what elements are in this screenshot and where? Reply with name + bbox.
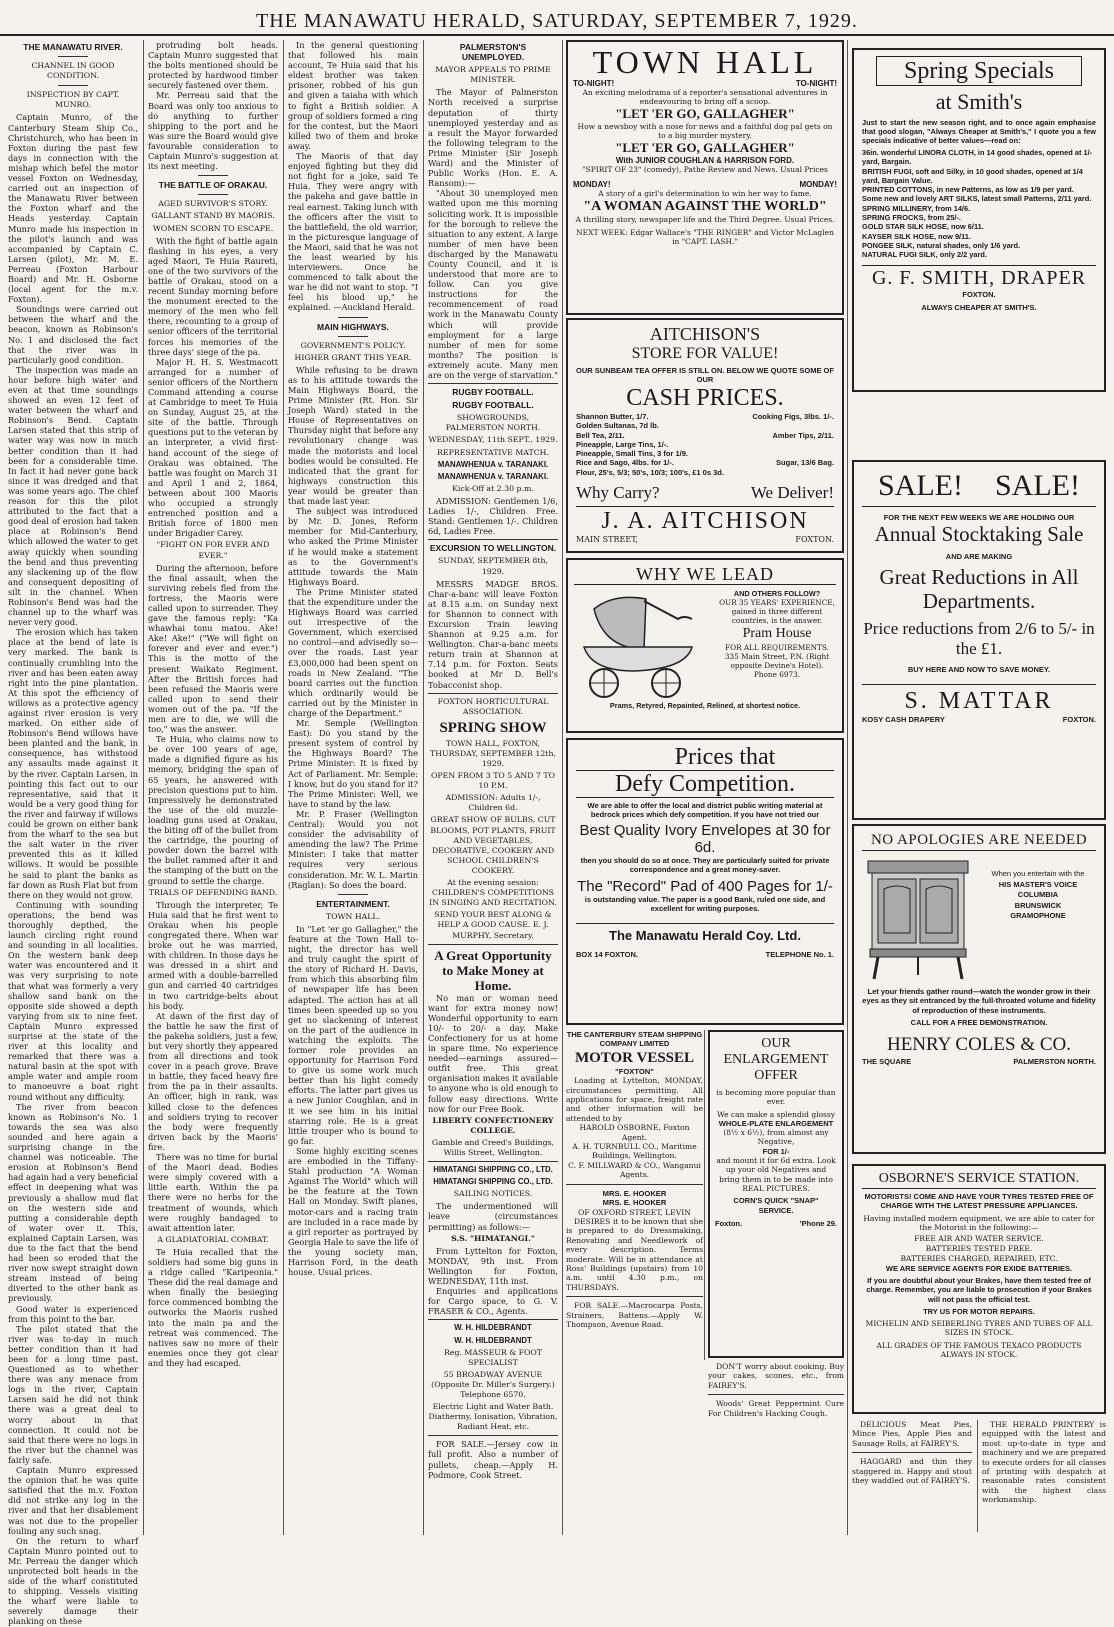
paragraph: Mr. Perreau said that the Board was only too anxious to do anything to further shipping to the port and he was sure the Board would give favourable consideration to Captain Munro's suggestion at its next meeting. [148,90,278,172]
show-venue: TOWN HALL, FOXTON, THURSDAY, SEPTEMBER 12th, 1929. [430,738,556,768]
coles-text: When you entertain with the [991,869,1085,878]
article-subhead: AGED SURVIVOR'S STORY. [158,199,268,209]
show-hours: OPEN FROM 3 TO 5 AND 7 TO 10 P.M. [431,771,555,791]
pram-house-name: Pram House [742,626,812,641]
film-blurb: A story of a girl's determination to win her way to fame. [598,189,812,198]
paragraph: Soundings were carried out between the wharf and the beacon, known as Robinson's No. 1 and disclosed the fact that the river was in particularly good condition. [8,304,138,365]
enlarge-title: ENLARGEMENT [723,1052,829,1067]
show-secretary: SEND YOUR BEST ALONG & HELP A GOOD CAUSE. E. J. MURPHY, Secretary. [434,910,552,940]
show-evening: At the evening session: CHILDREN'S COMPETITIONS IN SINGING AND RECITATION. [429,878,557,908]
osborne-service: BATTERIES TESTED FREE. [925,1244,1033,1254]
paragraph: Major H. H. S. Westmacott arranged for a number of senior officers of the Northern Command attending a course at Cambridge to meet Te Huia on Sunday, August 25, at the site of the battle. Through questions put to the veteran by an interpreter, a vivid first-hand account of the siege of Orakau was obtained. The battle was fought on March 31 and April 1 and 2, 1864, between about 300 Maoris who occupied a strongly entrenched position and a British force of 1800 men under Brigadier Carey. [148,356,278,539]
opportunity-college: LIBERTY CONFECTIONERY COLLEGE. [432,1115,554,1135]
paragraph: protruding bolt heads. Captain Munro suggested that the bolts mentioned should be protected by hardwood timber securely fastened over them. [148,40,278,91]
special-item: PONGEE SILK, natural shades, only 1/6 yard. [862,240,1021,250]
paragraph: Mr. P. Fraser (Wellington Central): Would you not consider the advisability of amending the law? The Prime Minister: I take that matter requires very serious consideration. Mr. W. L. Martin (Raglan): So does the board. [288,808,418,890]
special-item: BRITISH FUGI, soft and Silky, in 10 good shades, opened at 1/4 yard, Bargain Value. [862,166,1083,185]
price-item: Bell Tea, 2/11. [576,430,625,440]
show-admission: ADMISSION: Adults 1/-, Children 6d. [445,793,541,813]
excursion-date: SUNDAY, SEPTEMBER 8th, 1929. [438,556,548,576]
smith-draper: G. F. SMITH, DRAPER [862,265,1096,290]
paragraph: In "Let 'er go Gallagher," the feature at the Town Hall to-night, the director has well and truly caught the spirit of the story of Richard H. Davis, from which this absorbing film of newspaper life has been adapted. The action has at all times been speeded up so you get no slackening of interest on the part of the audience in watching the exploits. The former role provides an opportunity for Harrison Ford to give us some work much better than his light comedy efforts. The latter part gives us a new Junior Coughlan, and in it we see him in his initial starring role. He is a great little trouper who is bound to go far. [288,923,418,1146]
brand-name: HIS MASTER'S VOICE [998,879,1078,889]
pram-icon [574,589,712,701]
sale-word: SALE! [878,469,963,502]
rugby-teams: MANAWHENUA v. TARANAKI. [437,459,549,469]
at-smiths: at Smith's [935,89,1023,114]
special-item: Some new and lovely ART SILKS, latest small Patterns, 2/11 yard. [862,194,1092,204]
film-blurb: How a newsboy with a nose for news and a faithful dog pal gets on to a big murder mystery. [577,122,833,140]
pram-experience: OUR 35 YEARS' EXPERIENCE, gained in three different countries, is the answer. [719,598,835,625]
opportunity-title: A Great Opportunity to Make Money at Home. [434,947,552,993]
town-hall-title: TOWN HALL [592,44,818,80]
pram-house-ad [566,558,844,733]
price-item: Pineapple, Large Tins, 1/-. [576,439,669,449]
divider [198,194,228,195]
paragraph: Loading at Lyttelton, MONDAY, circumstances permitting. All applications for space, freight rate and other information will be attended to by [566,1076,703,1123]
stocktaking-sale: Annual Stocktaking Sale [874,522,1084,546]
gramophone-cabinet-icon [862,855,974,983]
mattar-name: S. MATTAR [862,684,1096,715]
divider [338,894,368,895]
record-pad-text: is outstanding value. The paper is a good Bank, ruled one side, and excellent for writing purposes. [584,895,826,913]
opportunity-body: No man or woman need want for extra money now! Wonderful opportunity to earn 10/- to 20/- a day. Make Confectionery for us at home in spare time. No experience needed—earnings assured—outfit free. This great organisation makes it available to anyone who is old enough to follow easy directions. Write now for our Free Book. [428,992,558,1114]
herald-company: The Manawatu Herald Coy. Ltd. [576,923,834,944]
rugby-heading: RUGBY FOOTBALL. [452,400,534,411]
paragraph: Some highly exciting scenes are embodied in the Tiffany-Stahl production "A Woman Against The World" which will be the feature at the Town Hall on Monday. Swift planes, motor-cars and a racing train are included in a race made by a girl reporter as portrayed by Georgia Hale to save the life of the young society man, Harrison Ford, in the death house. Usual prices. [288,1145,418,1278]
paragraph: Good water is experienced from this point to the bar. [8,1303,138,1324]
next-week: NEXT WEEK: Edgar Wallace's "THE RINGER" and Victor McLaglen in "CAPT. LASH." [576,228,834,246]
enlarge-text: WHOLE-PLATE ENLARGEMENT [718,1118,834,1128]
price-item: Pineapple, Small Tins, 3 for 1/9. [576,449,688,459]
special-item: 36in. wonderful LINORA CLOTH, in 14 good shades, opened at 1/- yard, Bargain. [862,148,1093,167]
brakes-notice: If you are doubtful about your Brakes, have them tested free of charge. Remember, you are liable to prosecution if your Brakes will not pass the official test. [866,1276,1092,1304]
rugby-kickoff: Kick-Off at 2.30 p.m. [452,483,534,493]
hildebrandt-title: Reg. MASSEUR & FOOT SPECIALIST [443,1347,543,1367]
for-sale-notice: FOR SALE.—Jersey cow in full profit. Also a number of pullets, cheap.—Apply H. Podmore, Cook Street. [428,1439,558,1480]
we-deliver: We Deliver! [750,483,834,503]
price-item: Golden Sultanas, 7d lb. [576,421,659,431]
snap-service: CORN'S QUICK "SNAP" SERVICE. [733,1196,819,1215]
envelopes-offer: Best Quality Ivory Envelopes at 30 for 6d. [579,822,831,856]
smith-slogan: ALWAYS CHEAPER AT SMITH'S. [921,302,1037,312]
hooker-name: MRS. E. HOOKER [602,1198,667,1208]
special-item: GOLD STAR SILK HOSE, now 6/11. [862,222,984,232]
show-exhibits: GREAT SHOW OF BULBS, CUT BLOOMS, POT PLANTS, FRUIT AND VEGETABLES, DECORATIVE, COOKERY AND SCHOOL CHILDREN'S COOKERY. [430,815,556,875]
herald-printery [982,1420,1106,1532]
paragraph: The river from beacon known as Robinson's No. 1 towards the sea was also sounded and here again a surprising change in the channel was noticeable. The erosion at Robinson's Bend had again had a very beneficial effect in deepening what was previously a shallow mud flat on the western side and putting a considerable depth of water over it. This, explained Captain Larsen, was due to the fact that the bend had been so eroded that the river now swept straight down stream instead of being diverted to the other bank as previously. [8,1101,138,1304]
film-blurb: An exciting melodrama of a reporter's sensational adventures in endeavouring to bring off a scoop. [582,88,828,106]
aitchison-subtitle: STORE FOR VALUE! [631,345,779,362]
article-subhead: TRIALS OF DEFENDING BAND. [148,887,278,897]
hooker-name: MRS. E. HOOKER [602,1188,667,1198]
hildebrandt-heading: W. H. HILDEBRANDT [454,1323,532,1333]
agent: A. H. TURNBULL CO., Maritime Buildings, Wellington. [572,1142,697,1161]
defy-competition: Defy Competition. [576,770,834,798]
canterbury-column [566,1030,703,1535]
enlarge-text: is becoming more popular than ever. [716,1088,836,1107]
column-divider [283,40,284,1535]
divider [58,56,88,57]
aitchison-title: AITCHISON'S [649,324,761,344]
coles-body: Let your friends gather round—watch the wonder grow in their eyes as they sit entranced by the full-throated volume and fidelity of reproduction of these instruments. [862,987,1096,1015]
column-divider [704,1030,705,1360]
special-item: PRINTED COTTONS, in new Patterns, as low as 1/9 per yard. [862,185,1074,195]
osborne-title: OSBORNE'S SERVICE STATION. [862,1170,1096,1189]
mattar-making: AND ARE MAKING [945,552,1013,561]
rugby-venue: SHOWGROUNDS, PALMERSTON NORTH. [445,413,541,433]
article-subhead: CHANNEL IN GOOD CONDITION. [31,61,115,81]
enlarge-text: We can make a splendid glossy [717,1109,835,1119]
enlarge-price: FOR 1/- [762,1146,790,1156]
article-subhead: TOWN HALL. [325,911,381,921]
price-item: Flour, 25's, 5/3; 50's, 10/3; 100's, £1 0s 3d. [576,467,724,477]
article-subhead: HIGHER GRANT THIS YEAR. [294,352,412,362]
article-subhead: MAYOR APPEALS TO PRIME MINISTER. [435,65,551,85]
mattar-intro: FOR THE NEXT FEW WEEKS WE ARE HOLDING OUR [883,513,1075,522]
horticultural-heading: FOXTON HORTICULTURAL ASSOCIATION. [437,696,549,716]
for-sale-notice: FOR SALE.—Macrocarpa Posts, Strainers, Battens.—Apply W. Thompson, Avenue Road. [566,1301,703,1329]
column-divider [143,40,144,1535]
osborne-equipment: Having installed modern equipment, we are able to cater for the Motorist in the following:— [863,1213,1095,1232]
paragraph: "About 30 unemployed men waited upon me this morning soliciting work. It is impossible for the borough to relieve the situation to any extent. A large number of men have been discharged by the Manawatu County Council, and it is understood that more are to follow. Can you give instructions for the recommencement of road work in the Manawatu County which will provide employment for a large number of men for some months? The position is extremely acute. Many men are on the verge of starvation." [428,188,558,380]
fairey-pies-text: DELICIOUS Meat Pies, Mince Pies, Apple Pies and Sausage Rolls, at FAIREY'S. [852,1420,972,1448]
divider [198,175,228,176]
brand-name: GRAMOPHONE [1010,911,1066,920]
price-item: Sugar, 13/6 Bag. [776,458,834,468]
paragraph: At dawn of the first day of the battle he saw the first of the pakeha soldiers, just a few, but very shortly they appeared from all directions and took cover in a peach grove. Brave in battle, they faced heavy fire from the pa in their assaults. An officer, high in rank, was killed close to the defences and soldiers trying to recover the body were frequently driven back by the Maoris' fire. [148,1010,278,1152]
price-item: Rice and Sago, 4lbs. for 1/-. [576,458,674,468]
divider [338,336,368,337]
motor-repairs: TRY US FOR MOTOR REPAIRS. [923,1307,1035,1317]
paragraph: From Lyttelton for Foxton, MONDAY, 9th inst. From Wellington for Foxton, WEDNESDAY, 11th inst. [428,1245,558,1287]
film-title: "LET 'ER GO, GALLAGHER" [615,106,795,121]
film-cast: With JUNIOR COUGHLAN & HARRISON FORD. [615,156,795,165]
herald-stationery-ad [566,738,844,1025]
osborne-service-ad [852,1164,1106,1414]
spring-specials-ad [852,48,1106,392]
sale-word: SALE! [995,469,1080,502]
article-subhead: GALLANT STAND BY MAORIS. [151,211,275,221]
herald-printery-text: THE HERALD PRINTERY is equipped with the latest and most up-to-date in type and machinery and we are prepared to execute orders for all classes of printing with despatch at reasonable rates consistent with the highest class workmanship. [982,1420,1106,1505]
rugby-match-type: REPRESENTATIVE MATCH. [437,447,549,457]
article-headline: THE BATTLE OF ORAKAU. [158,180,268,191]
hildebrandt-heading: W. H. HILDEBRANDT [454,1335,532,1345]
herald-intro: We are able to offer the local and district public writing material at bedrock prices which defy competition. If you have not tried our [587,801,823,819]
price-item: Shannon Butter, 1/7. [576,412,649,421]
herald-telephone: TELEPHONE No. 1. [765,950,834,959]
enlarge-town: Foxton. [715,1218,743,1228]
why-carry: Why Carry? [576,483,660,503]
column-divider [562,40,563,1535]
fairey-pies [852,1420,972,1532]
paragraph: Te Huia, who claims now to be over 100 years of age, made a dignified figure as his memory, bridging the span of 65 years, he answered with precision questions put to him. Impressively he demonstrated the use of the old muzzle-loading guns used at Orakau, the biting off of the bullet from the cartridge, the pouring of powder down the barrel with the bullet rammed after it and the stamping of the butt on the ground to settle the charge. [148,734,278,886]
masthead: THE MANAWATU HERALD, SATURDAY, SEPTEMBER 7, 1929. [256,10,858,32]
special-item: NATURAL FUGI SILK, only 2/2 yard. [862,250,987,260]
article-headline: THE MANAWATU RIVER. [23,42,123,52]
osborne-service: FREE AIR AND WATER SERVICE. [914,1234,1044,1244]
brand-name: COLUMBIA [1017,890,1059,899]
vessel-name: "FOXTON" [615,1066,654,1076]
coles-address: THE SQUARE [862,1056,912,1066]
column-divider [423,40,424,1535]
column-divider [847,40,848,1535]
paragraph: There was no time for burial of the Maori dead. Bodies were simply covered with a little earth. Within the pa there were no herbs for the treatment of wounds, which were roughly bandaged to await attention later. [148,1152,278,1233]
aitchison-ad [566,318,844,553]
great-reductions: Great Reductions in All Departments. [879,565,1079,613]
spring-specials-title: Spring Specials [876,56,1082,86]
spring-intro: Just to start the new season right, and to once again emphasise that good slogan, "Always Cheaper at Smith's," I quote you a few specials indicative of better values—read on: [862,118,1096,145]
enlarge-our: OUR [761,1036,791,1051]
rugby-admission: ADMISSION: Gentlemen 1/6, Ladies 1/-, Children Free. Stand: Gentlemen 1/-. Children 6d, Ladies Free. [428,495,558,537]
exide-agents: WE ARE SERVICE AGENTS FOR EXIDE BATTERIES. [885,1264,1073,1274]
coles-name: HENRY COLES & CO. [886,1033,1072,1055]
paragraph: Continuing with sounding operations, the bend was thoroughly depthed, the launch circling right round and sounding in all localities. On the western bank deep water was encountered and it was very surprising to note that what was formerly a very shallow sand bank on the opposite side showed a depth varying from six to nine feet. Captain Munro expressed surprise at the state of the river at this locality and remarked that there was a natural basin at the spot with ample water and ample room to manoeuvre a boat right round without any difficulty. [8,899,138,1102]
cash-prices: CASH PRICES. [626,385,784,411]
no-apologies: NO APOLOGIES ARE NEEDED [862,830,1096,851]
paragraph: Enquiries and applications for Cargo space, to G. V. FRASER & CO., Agents. [428,1286,558,1317]
osborne-tyres: MOTORISTS! COME AND HAVE YOUR TYRES TESTED FREE OF CHARGE WITH THE LATEST PRESSURE APPLIANCES. [864,1192,1094,1211]
film-blurb: A thrilling story, newspaper life and the Third Degree. Usual Prices. [575,215,835,224]
town-hall-ad [566,40,844,315]
ship-name: S.S. "HIMATANGI." [451,1233,535,1243]
monday-label: MONDAY! [799,180,837,189]
free-demonstration: CALL FOR A FREE DEMONSTRATION. [910,1017,1048,1027]
special-item: SPRING FROCKS, from 25/-. [862,213,961,223]
enlarge-phone: 'Phone 29. [799,1218,837,1228]
excursion-heading: EXCURSION TO WELLINGTON. [429,543,557,554]
agent: HAROLD OSBORNE, Foxton Agent. [579,1123,690,1142]
opportunity-address: Gamble and Creed's Buildings, Willis Street, Wellington. [431,1137,555,1157]
divider [338,317,368,318]
article-subhead: WOMEN SCORN TO ESCAPE. [152,223,274,233]
price-reductions: Price reductions from 2/6 to 5/- in the £1. [863,619,1095,658]
paragraph: Captain Munro, of the Canterbury Steam Ship Co., Christchurch, who has been in Foxton during the past few days in connection with the mishap which befel the motor vessel Foxton on Wednesday, carried out an inspection of the Manawatu River between the Foxton wharf and the Heads yesterday. Captain Munro made his inspection in the pilot's launch and was accompanied by Captain C. Larsen (pilot), Mr. M. E. Perreau (Foxton Harbour Board) and Mr. H. Osborne (local agent for the m.v. Foxton). [8,112,138,305]
fairey-cakes: DON'T worry about cooking. Buy your cakes, scones, etc., from FAIREY'S. [708,1362,844,1390]
hildebrandt-address: 55 BROADWAY AVENUE (Opposite Dr. Miller's Surgery.) Telephone 6570. [431,1369,555,1399]
column-orakau [148,40,278,1535]
divider [58,85,88,86]
enlarge-text: and mount it for 6d extra. Look up your old Negatives and bring them in to be made into REAL PICTURES. [716,1156,836,1193]
column-divider [977,1420,978,1532]
enlarge-offer: OFFER [754,1068,798,1083]
article-headline: MAIN HIGHWAYS. [317,321,389,332]
article-subhead: GOVERNMENT'S POLICY. [300,340,406,350]
aitchison-town: FOXTON. [795,535,834,545]
aitchison-name: J. A. AITCHISON [576,506,834,535]
osborne-service: BATTERIES CHARGED, REPAIRED, ETC. [900,1254,1058,1264]
special-item: SPRING MILLINERY, from 14/6. [862,203,971,213]
hooker-address: OF OXFORD STREET, LEVIN [578,1207,691,1217]
paragraph: The undermentioned will leave (circumstances permitting) as follows:— [428,1201,558,1232]
pram-requirements: FOR ALL REQUIREMENTS. [725,643,829,652]
tonight-label: TO-NIGHT! [573,79,615,88]
price-item: Amber Tips, 2/11. [772,430,834,440]
pram-tagline: AND OTHERS FOLLOW? [733,589,821,598]
paragraph: The Maoris of that day enjoyed fighting but they did not fight for a joke, said Te Huia. They were angry with the pakeha and gave battle in real earnest. Taking lunch with the officers after the visit to the battlefield, the old warrior, in the picturesque language of the Maori, said that he was not the least wearied by his interviewers. Once he commenced to talk about the war he did not want to stop. "I feel his blood up," he explained. —Auckland Herald. [288,151,418,313]
paragraph: DESIRES it to be known that she is prepared to do Dressmaking, Renovating and Needlework of every description. Terms moderate. Will be in attendance at Ross' Buildings (upstairs) from 10 a.m. until 4.30 p.m., on THURSDAYS. [566,1216,703,1292]
column-river [8,40,138,1627]
peppermint-cure: Woods' Great Peppermint Cure For Children's Hacking Cough. [708,1399,844,1418]
column-notices [428,40,558,1535]
paragraph: Captain Munro expressed the opinion that he was quite satisfied that the m.v. Foxton did not strike any log in the river and that her disablement was not due to the propeller fouling any such snag. [8,1465,138,1536]
article-headline: PALMERSTON'S UNEMPLOYED. [459,42,527,63]
paragraph: The Mayor of Palmerston North received a surprise deputation of thirty unemployed yesterday and as a result the Mayor forwarded the following telegram to the Prime Minister (Sir Joseph Ward) and the Minister of Public Works (Hon. E. A. Ransom):— [428,87,558,189]
price-item: Cooking Figs, 3lbs. 1/-. [752,412,834,421]
sailing-notices: SAILING NOTICES. [453,1189,533,1199]
hildebrandt-services: Electric Light and Water Bath. Diathermy, Ionisation, Vibration, Radiant Heat, etc. [428,1402,558,1432]
enlarge-text: (8½ x 6½), from almost any Negative, [723,1128,829,1147]
paragraph: The pilot stated that the river was to-day in much better condition than it had been for a long time past. Questioned as to whether there was any menace from logs in the river, Captain Larsen said he did not think there was a great deal to worry about in that connection. It could not be said that there were no logs in the river but the channel was fairly safe. [8,1323,138,1465]
why-we-lead: WHY WE LEAD [574,564,836,585]
mattar-sub: KOSY CASH DRAPERY [862,715,945,724]
special-item: KAYSER SILK HOSE, now 9/11. [862,231,971,241]
tyres-stock: MICHELIN AND SEIBERLING TYRES AND TUBES OF ALL SIZES IN STOCK. [865,1319,1093,1338]
column-highways [288,40,418,1535]
buy-here: BUY HERE AND NOW TO SAVE MONEY. [907,665,1051,674]
paragraph: Mr. Semple (Wellington East): Do you stand by the present system of control by the Highways Board? The Prime Minister: It is fixed by Act of Parliament. Mr. Semple: I know, but do you stand for it? The Prime Minister: Well, we have to stand by the law. [288,718,418,809]
tonight-label: TO-NIGHT! [795,79,837,88]
paragraph: During the afternoon, before the final assault, when the surviving rebels fled from the fortress, the Maoris were called upon to surrender. They gave the famous reply: "Ka whawhai tonu matou. Ake! Ake! Ake!" ("We will fight on forever and ever and ever.") This is the motto of the present Waikato Regiment. After the British forces had been refused the Maoris were called upon to send their women out of the pa. "If the men are to die, we will die too," was the answer. [148,562,278,735]
paragraph: Through the interpreter, Te Huia said that he first went to Orakau when his people congregated there. When war broke out he was married, with children. In those days he was dressed in a shirt and armed with a double-barrelled gun and carried 40 cartridges in two cartridge-belts about his body. [148,899,278,1011]
paragraph: While refusing to be drawn as to his attitude towards the Main Highways Board, the Prime Minister (Rt. Hon. Sir Joseph Ward) stated in the House of Representatives on Thursday night that before any revolutionary change was made the motorists and local bodies would be consulted. He indicated that the grant for highways construction this year would be greater than that made last year. [288,364,418,507]
brand-name: BRUNSWICK [1014,900,1062,910]
texaco-stock: ALL GRADES OF THE FAMOUS TEXACO PRODUCTS ALWAYS IN STOCK. [876,1340,1082,1359]
record-pad-offer: The "Record" Pad of 400 Pages for 1/- [577,878,833,895]
film-title: "LET 'ER GO, GALLAGHER" [615,140,795,155]
article-subhead: A GLADIATORIAL COMBAT. [157,1234,269,1244]
fairey-notices [708,1362,844,1532]
prices-that: Prices that [674,744,776,770]
pram-services: Prams, Retyred, Repainted, Relined, at shortest notice. [609,701,801,710]
paragraph: The subject was introduced by Mr. D. Jones, Reform member for Mid-Canterbury, who asked the Prime Minister if he would make a statement as to the Government's attitude towards the Main Highways Board. [288,506,418,587]
article-headline: ENTERTAINMENT. [316,898,390,909]
canterbury-company: THE CANTERBURY STEAM SHIPPING COMPANY LIMITED [566,1030,703,1049]
shipping-heading: HIMATANGI SHIPPING CO., LTD. [433,1165,553,1175]
mattar-town: FOXTON. [1062,715,1096,724]
henry-coles-ad [852,824,1106,1154]
shipping-heading: HIMATANGI SHIPPING CO., LTD. [433,1177,553,1187]
enlargement-offer-ad [708,1030,844,1358]
rugby-teams: MANAWHENUA v. TARANAKI. [437,471,549,481]
pram-address: 335 Main Street, P.N. (Right opposite Devine's Hotel). Phone 6973. [724,652,830,679]
film-support: "SPIRIT OF 23" (comedy), Pathe Review and News. Usual Prices [582,165,828,174]
paragraph: The Prime Minister stated that the expenditure under the Highways Board was carried out irrespective of the Government, which exercised no control—and advisedly so—over the roads. Last year £3,000,000 had been spent on roads in New Zealand. "The board carries out the function which ordinarily would be carried out by the Minister in charge of the Department." [288,586,418,718]
excursion-body: MESSRS MADGE BROS. Char-a-banc will leave Foxton at 8.15 a.m. on Sunday next for Shannon to connect with Excursion Train leaving Shannon at 9.25 a.m. for Wellington. Char-a-banc meets return train at Shannon at 7.14 p.m. for Foxton. Seats booked at Mr D. Bell's Tobacconist shop. [428,578,558,690]
rugby-date: WEDNESDAY, 11th SEPT., 1929. [428,435,558,445]
monday-label: MONDAY! [573,180,611,189]
rugby-heading: RUGBY FOOTBALL. [452,387,534,398]
paragraph: With the fight of battle again flashing in his eyes, a very aged Maori, Te Huia Raureti, one of the two survivors of the battle of Orakau, stood on a recent Sunday morning before the monument erected to the memory of the men who fell there, recounting to a group of senior officers of the territorial forces his memories of the three days' siege of the pa. [148,235,278,357]
tea-offer: OUR SUNBEAM TEA OFFER IS STILL ON. BELOW WE QUOTE SOME OF OUR [576,366,834,384]
paragraph: Te Huia recalled that the soldiers had some big guns in a ridge called "Karipeonia." These did the real damage and when finally the besieging force commenced bombing the outworks the Maoris rushed into the main pa and the retreat was commenced. The natives saw no more of their enemies once they got clear and they had escaped. [148,1246,278,1368]
mattar-sale-ad [852,460,1106,820]
article-subhead: "FIGHT ON FOR EVER AND EVER." [156,540,270,560]
film-title: "A WOMAN AGAINST THE WORLD" [583,199,827,214]
article-subhead: INSPECTION BY CAPT. MUNRO. [26,90,120,110]
herald-box: BOX 14 FOXTON. [576,950,638,959]
envelopes-text: then you should do so at once. They are particularly suited for private correspondence and a great money-saver. [580,856,830,874]
paragraph: In the general questioning that followed his main account, Te Huia said that his eldest brother was taken prisoner, robbed of his gun and given a taiaha with which to fight a British soldier. A group of soldiers formed a ring for the contest, but the Maori killed two of them and broke away. [288,40,418,151]
paragraph: On the return to wharf Captain Munro pointed out to Mr. Perreau the danger which unprotected bolt heads in the side of the wharf constituted to shipping. Vessels visiting the wharf were liable to severely damage their planking on these [8,1535,138,1627]
aitchison-street: MAIN STREET, [576,535,638,545]
motor-vessel: MOTOR VESSEL [574,1049,695,1066]
smith-town: FOXTON. [962,289,996,299]
fairey-haggard-text: HAGGARD and thin they staggered in. Happy and stout they waddled out of FAIREY'S. [852,1457,972,1486]
paragraph: The erosion which has taken place at the bend of late is very marked. The bank is continually crumbling into the river and has been eaten away right into the pine plantation. At this spot the efficiency of willows as a protective agency against river erosion is very marked. On either side of Robinson's Bend willows have been planted and the bank, in consequence, has withstood any assaults made against it by the river. Captain Larsen, in pointing this fact out to our representative, said that it would be a very good thing for the river and fairway if willows could be grown on either bank from the wharf to the sea but the salt water in the river prevented this as it killed willows. It would be possible he said to plant the banks as far down as Rush Flat but from there on they would not grow. [8,627,138,900]
spring-show-title: SPRING SHOW [439,719,547,736]
masthead-rule [0,34,1114,36]
coles-town: PALMERSTON NORTH. [1013,1056,1096,1066]
agent: C. F. MILLWARD & CO., Wanganui Agents. [568,1160,701,1180]
paragraph: The inspection was made an hour before high water and even at that time soundings showed an even 12 feet of water between the wharf and Robinson's Bend. Captain Larsen stated that this strip of water way was now in much better condition than it had been for a considerable time. In fact it had never gone back since it was dredged and that was some years ago. The chief reason for this the pilot attributed to the fact that a good deal of erosion had taken place at Robinson's Bend which allowed the water to get away quickly when sounding the bend and thus preventing any slackening up of the flow and consequent depositing of silt in the channel. When Robinson's Bend was had the channel up to the wharf was never very good. [8,364,138,628]
